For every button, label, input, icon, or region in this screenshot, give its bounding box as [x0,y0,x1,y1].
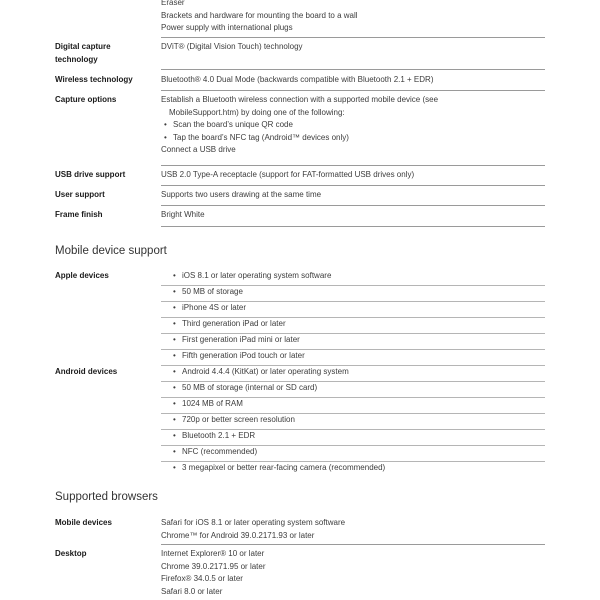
spec-value [161,270,545,366]
spec-label: Desktop [55,549,87,558]
spec-label: User support [55,190,105,199]
spec-line: Safari for iOS 8.1 or later operating system software [161,518,346,527]
section-title-browsers: Supported browsers [55,491,158,503]
capture-options-list [161,119,545,144]
apple-requirements-list [161,270,545,366]
spec-value: DViT® (Digital Vision Touch) technology [161,42,303,51]
spec-value: Supports two users drawing at the same time [161,190,322,199]
list-item: • Android 4.4.4 (KitKat) or later operating system [161,366,545,382]
spec-value: Bright White [161,210,205,219]
spec-value: Bluetooth® 4.0 Dual Mode (backwards compatible with Bluetooth 2.1 + EDR) [161,75,434,84]
spec-line: Connect a USB drive [161,145,236,154]
list-item: • 50 MB of storage (internal or SD card) [161,382,545,398]
divider [161,205,545,206]
spec-line: Establish a Bluetooth wireless connection with a supported mobile device (see [161,95,439,104]
divider [161,226,545,227]
list-item: • 720p or better screen resolution [161,414,545,430]
spec-label: Android devices [55,367,118,376]
list-item: • 50 MB of storage [161,286,545,302]
list-item: • 1024 MB of RAM [161,398,545,414]
spec-value [161,517,545,542]
spec-label-line: technology [55,54,98,64]
list-item: • Tap the board’s NFC tag (Android™ devices only) [161,132,545,145]
spec-label: Wireless technology [55,75,133,84]
list-item: • iPhone 4S or later [161,302,545,318]
spec-label: USB drive support [55,170,126,179]
list-item: • Scan the board’s unique QR code [161,119,545,132]
divider [161,90,545,91]
spec-label: Mobile devices [55,518,112,527]
list-item: • Fifth generation iPod touch or later [161,350,545,366]
spec-line: Internet Explorer® 10 or later [161,549,265,558]
spec-label: Apple devices [55,271,109,280]
spec-value [161,94,545,157]
spec-line: Safari 8.0 or later [161,586,223,596]
list-item: • First generation iPad mini or later [161,334,545,350]
spec-line: Chrome 39.0.2171.95 or later [161,561,266,571]
list-item: • Third generation iPad or later [161,318,545,334]
spec-line: Chrome™ for Android 39.0.2171.93 or later [161,530,315,540]
spec-value [161,548,545,598]
android-requirements-list [161,366,545,477]
spec-label [55,41,155,66]
spec-line: Firefox® 34.0.5 or later [161,574,243,583]
list-item: • iOS 8.1 or later operating system software [161,270,545,286]
divider [161,544,545,545]
divider [161,185,545,186]
divider [161,37,545,38]
spec-label: Capture options [55,95,117,104]
section-title-mobile: Mobile device support [55,245,167,257]
spec-line: Power supply with international plugs [161,23,293,32]
divider [161,69,545,70]
spec-line: Eraser [161,0,185,7]
spec-value [161,0,545,35]
spec-label: Frame finish [55,210,103,219]
spec-value: USB 2.0 Type-A receptacle (support for FAT-formatted USB drives only) [161,170,415,179]
spec-value [161,366,545,477]
spec-label-line: Digital capture [55,42,111,51]
list-item: • NFC (recommended) [161,446,545,462]
spec-line: MobileSupport.htm) by doing one of the following: [169,107,345,117]
spec-line: Brackets and hardware for mounting the board to a wall [161,10,358,20]
list-item: • 3 megapixel or better rear-facing camera (recommended) [161,462,545,477]
divider [161,165,545,166]
list-item: • Bluetooth 2.1 + EDR [161,430,545,446]
